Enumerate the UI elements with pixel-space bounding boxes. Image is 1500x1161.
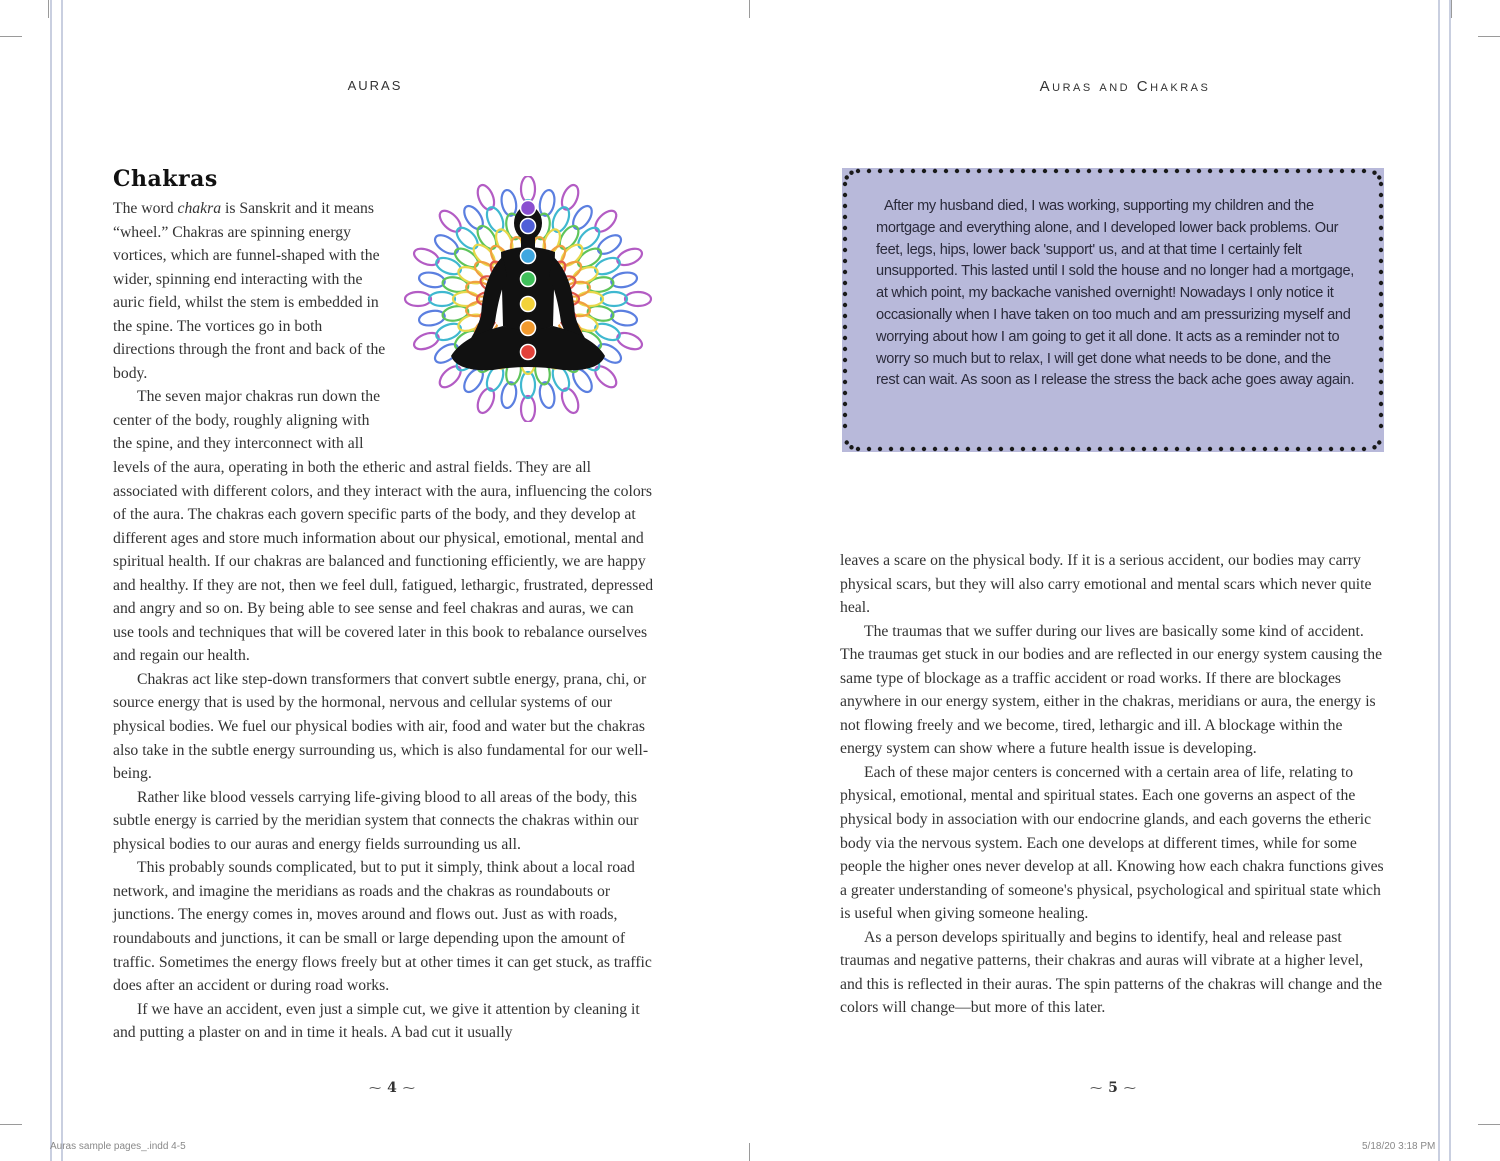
chakra-point (521, 219, 536, 234)
right-body-text (840, 549, 1385, 1020)
callout-text (876, 196, 1356, 392)
date-slug: 5/18/20 3:18 PM (1362, 1141, 1436, 1152)
page-number: 4 (387, 1080, 397, 1096)
border-dot (933, 169, 937, 173)
border-dot (843, 380, 847, 384)
border-dot (1274, 169, 1278, 173)
border-dot (843, 204, 847, 208)
border-dot (1379, 358, 1383, 362)
border-dot (1296, 447, 1300, 451)
border-dot (843, 270, 847, 274)
mandala-petal (453, 292, 479, 306)
chakra-point (521, 272, 536, 287)
paragraph-text: is Sanskrit and it means “wheel.” Chakras are spinning energy vortices, which are funnel-shaped with the wider, spinning end interacting with the auric field, whilst the stem is embedded in the spine. The vortices go in both directions through the front and back of the body. (113, 200, 386, 382)
chakra-meditation-illustration (403, 176, 653, 422)
paragraph: Each of these major centers is concerned with a certain area of life, relating to physical, emotional, mental and spiritual states. Each one governs an aspect of the physical body in association with our endocrine glands, and each governs the etheric body via the nervous system. Each one develops at different times, while for some people the higher ones never develop at all. Knowing how each chakra functions gives a greater understanding of someone's physical, psychological and spiritual state which is useful when giving someone healing. (840, 763, 1384, 923)
border-dot (1307, 169, 1311, 173)
border-dot (1379, 237, 1383, 241)
border-dot (1379, 204, 1383, 208)
border-dot (944, 169, 948, 173)
file-slug: Auras sample pages_.indd 4-5 (50, 1141, 186, 1152)
border-dot (1379, 380, 1383, 384)
border-dot (843, 424, 847, 428)
border-dot (1329, 447, 1333, 451)
border-dot (1274, 447, 1278, 451)
border-dot (843, 182, 847, 186)
border-dot (843, 314, 847, 318)
border-dot (845, 440, 849, 444)
page-number: 5 (1108, 1080, 1118, 1096)
border-dot (878, 169, 882, 173)
border-dot (1087, 447, 1091, 451)
border-dot (1098, 169, 1102, 173)
border-dot (843, 402, 847, 406)
border-dot (1285, 169, 1289, 173)
border-dot (1318, 447, 1322, 451)
mandala-petal (625, 292, 651, 306)
border-dot (1379, 347, 1383, 351)
paragraph: This probably sounds complicated, but to put it simply, think about a local road network, and imagine the meridians as roads and the chakras as roundabouts or junctions. The energy comes in, moves around and flows out. Just as with roads, roundabouts and junctions, it can be small or large depending upon the amount of traffic. Sometimes the energy flows freely but at other times it can get stuck, as traffic does after an accident or during road works. (113, 859, 652, 995)
border-dot (999, 447, 1003, 451)
border-dot (999, 169, 1003, 173)
border-dot (977, 169, 981, 173)
paragraph: As a person develops spiritually and begins to identify, heal and release past traumas and negative patterns, their chakras and auras will vibrate at a higher level, and this is reflected in their auras. The spin patterns of the chakras will change and the colors will change—but more of this later. (840, 928, 1383, 1017)
border-dot (966, 447, 970, 451)
border-dot (1175, 169, 1179, 173)
emphasis-word: chakra (177, 200, 222, 217)
border-dot (1379, 193, 1383, 197)
mandala-petal (418, 270, 446, 289)
border-dot (1263, 169, 1267, 173)
border-dot (1340, 169, 1344, 173)
chakra-point (521, 345, 536, 360)
border-dot (955, 169, 959, 173)
border-dot (1109, 447, 1113, 451)
mandala-petal (601, 292, 627, 306)
section-heading: Chakras (113, 166, 218, 192)
border-dot (1372, 445, 1376, 449)
border-dot (988, 447, 992, 451)
border-dot (843, 325, 847, 329)
border-dot (1098, 447, 1102, 451)
border-dot (1076, 169, 1080, 173)
border-dot (1379, 292, 1383, 296)
paragraph-text: The word (113, 200, 178, 217)
border-dot (843, 215, 847, 219)
mandala-petal (499, 189, 518, 217)
border-dot (1164, 169, 1168, 173)
paragraph: The seven major chakras run down the center of the body, roughly aligning with the spine, and they interconnect with all levels of the aura, operating in both the etheric and astral fields. They are all associated with different colors, and they interact with the aura, influencing the colors of the aura. The chakras each govern specific parts of the body, and they develop at different ages and store much information about our physical, emotional, mental and spiritual health. If our chakras are balanced and functioning efficiently, we are happy and healthy. If they are not, then we feel dull, fatigued, lethargic, frustrated, depressed and angry and so on. By being able to see sense and feel chakras and auras, we can use tools and techniques that will be covered later in this book to rebalance ourselves and regain our health. (113, 388, 654, 665)
border-dot (1032, 447, 1036, 451)
paragraph: Chakras act like step-down transformers that convert subtle energy, prana, chi, or source energy that is used by the hormonal, nervous and cellular systems of our physical bodies. We fuel our physical bodies with air, food and water but the chakras also take in the subtle energy surrounding us, which is also fundamental for our well-being. (113, 670, 649, 783)
border-dot (1379, 270, 1383, 274)
border-dot (1379, 248, 1383, 252)
border-dot (843, 391, 847, 395)
paragraph: If we have an accident, even just a simple cut, we give it attention by cleaning it and putting a plaster on and in time it heals. A bad cut it usually (113, 1000, 640, 1042)
border-dot (1379, 369, 1383, 373)
border-dot (1054, 169, 1058, 173)
border-dot (856, 447, 860, 451)
border-dot (843, 358, 847, 362)
border-dot (849, 171, 853, 175)
mandala-petal (521, 372, 535, 398)
border-dot (1263, 447, 1267, 451)
border-dot (900, 169, 904, 173)
border-dot (1043, 169, 1047, 173)
border-dot (1010, 447, 1014, 451)
mandala-petal (610, 309, 638, 328)
border-dot (1252, 169, 1256, 173)
border-dot (856, 169, 860, 173)
paragraph: The traumas that we suffer during our lives are basically some kind of accident. The traumas get stuck in our bodies and are reflected in our energy system causing the same type of blockage as a traffic accident or road works. If there are blockages anywhere in our energy system, either in the chakras, meridians or aura, the energy is not flowing freely and we become, tired, lethargic and ill. A blockage within the energy system can show where a future health issue is developing. (840, 622, 1383, 758)
border-dot (1379, 402, 1383, 406)
border-dot (1021, 169, 1025, 173)
border-dot (1241, 169, 1245, 173)
border-dot (911, 169, 915, 173)
border-dot (933, 447, 937, 451)
border-dot (849, 445, 853, 449)
chakra-point (521, 321, 536, 336)
mandala-petal (405, 292, 431, 306)
border-dot (1252, 447, 1256, 451)
border-dot (1351, 447, 1355, 451)
mandala-petal (538, 189, 557, 217)
border-dot (1230, 169, 1234, 173)
border-dot (843, 336, 847, 340)
border-dot (1329, 169, 1333, 173)
border-dot (1219, 447, 1223, 451)
border-dot (1197, 447, 1201, 451)
border-dot (1379, 182, 1383, 186)
border-dot (1142, 169, 1146, 173)
border-dot (1175, 447, 1179, 451)
border-dot (878, 447, 882, 451)
border-dot (1021, 447, 1025, 451)
border-dot (1379, 303, 1383, 307)
border-dot (1318, 169, 1322, 173)
border-dot (1307, 447, 1311, 451)
border-dot (1010, 169, 1014, 173)
border-dot (843, 259, 847, 263)
folio-ornament-icon: ⁓ (1123, 1081, 1136, 1095)
border-dot (1120, 447, 1124, 451)
border-dot (977, 447, 981, 451)
border-dot (889, 447, 893, 451)
border-dot (1153, 169, 1157, 173)
mandala-petal (418, 309, 446, 328)
border-dot (1379, 413, 1383, 417)
border-dot (1153, 447, 1157, 451)
border-dot (889, 169, 893, 173)
border-dot (1109, 169, 1113, 173)
border-dot (1351, 169, 1355, 173)
mandala-petal (429, 292, 455, 306)
page-number-right (1063, 1080, 1163, 1096)
border-dot (1131, 447, 1135, 451)
border-dot (1379, 226, 1383, 230)
border-dot (1241, 447, 1245, 451)
border-dot (1065, 169, 1069, 173)
border-dot (1131, 169, 1135, 173)
border-dot (843, 226, 847, 230)
border-dot (911, 447, 915, 451)
folio-ornament-icon: ⁓ (402, 1081, 415, 1095)
border-dot (867, 169, 871, 173)
border-dot (1043, 447, 1047, 451)
border-dot (1087, 169, 1091, 173)
chakra-point (521, 297, 536, 312)
border-dot (955, 447, 959, 451)
mandala-petal (521, 396, 535, 422)
border-dot (1186, 447, 1190, 451)
border-dot (1362, 447, 1366, 451)
mandala-petal (592, 207, 620, 235)
border-dot (1379, 259, 1383, 263)
border-dot (1379, 314, 1383, 318)
border-dot (1230, 447, 1234, 451)
border-dot (1076, 447, 1080, 451)
border-dot (1379, 391, 1383, 395)
chakra-point (521, 201, 536, 216)
chakra-point (521, 249, 536, 264)
border-dot (1208, 169, 1212, 173)
border-dot (843, 292, 847, 296)
mandala-petal (436, 363, 464, 391)
border-dot (1362, 169, 1366, 173)
border-dot (1120, 169, 1124, 173)
border-dot (845, 175, 849, 179)
border-dot (867, 447, 871, 451)
page-number-left (342, 1080, 442, 1096)
folio-ornament-icon: ⁓ (1090, 1081, 1103, 1095)
border-dot (843, 369, 847, 373)
folio-ornament-icon: ⁓ (369, 1081, 382, 1095)
border-dot (1285, 447, 1289, 451)
border-dot (1379, 336, 1383, 340)
border-dot (922, 169, 926, 173)
callout-paragraph: After my husband died, I was working, supporting my children and the mortgage and everything alone, and I developed lower back problems. Our feet, legs, hips, lower back 'support' us, and at that time I certainly felt unsupported. This lasted until I sold the house and no longer had a mortgage, at which point, my backache vanished overnight! Nowadays I only notice it occasionally when I have taken on too much and am pressurizing myself and worrying about how I am going to get it all done. It acts as a reminder not to worry so much but to relax, I will get done what needs to be done, and the rest can wait. As soon as I release the stress the back ache goes away again. (876, 198, 1355, 389)
border-dot (1197, 169, 1201, 173)
border-dot (843, 248, 847, 252)
border-dot (966, 169, 970, 173)
border-dot (900, 447, 904, 451)
border-dot (1379, 215, 1383, 219)
mandala-petal (436, 207, 464, 235)
border-dot (1379, 281, 1383, 285)
mandala-petal (577, 292, 603, 306)
border-dot (1142, 447, 1146, 451)
border-dot (843, 347, 847, 351)
mandala-petal (610, 270, 638, 289)
border-dot (1032, 169, 1036, 173)
border-dot (1164, 447, 1168, 451)
border-dot (843, 193, 847, 197)
border-dot (1377, 440, 1381, 444)
border-dot (843, 303, 847, 307)
border-dot (988, 169, 992, 173)
paragraph: leaves a scare on the physical body. If it is a serious accident, our bodies may carry physical scars, but they will also carry emotional and mental scars which never quite heal. (840, 552, 1372, 617)
border-dot (1340, 447, 1344, 451)
border-dot (1296, 169, 1300, 173)
personal-story-callout (842, 168, 1384, 452)
border-dot (1054, 447, 1058, 451)
border-dot (1379, 325, 1383, 329)
border-dot (843, 281, 847, 285)
border-dot (1219, 169, 1223, 173)
border-dot (843, 413, 847, 417)
border-dot (1065, 447, 1069, 451)
mandala-petal (538, 381, 557, 409)
mandala-petal (592, 363, 620, 391)
paragraph: Rather like blood vessels carrying life-giving blood to all areas of the body, this subtle energy is carried by the meridian system that connects the chakras within our physical bodies to our auras and energy fields surrounding us all. (113, 788, 639, 853)
border-dot (1186, 169, 1190, 173)
border-dot (1379, 424, 1383, 428)
mandala-petal (521, 176, 535, 202)
border-dot (1372, 171, 1376, 175)
border-dot (1208, 447, 1212, 451)
border-dot (843, 237, 847, 241)
mandala-petal (499, 381, 518, 409)
border-dot (1377, 175, 1381, 179)
running-head-right: Auras and Chakras (1039, 78, 1211, 95)
border-dot (944, 447, 948, 451)
border-dot (922, 447, 926, 451)
running-head-left: AURAS (347, 78, 403, 93)
